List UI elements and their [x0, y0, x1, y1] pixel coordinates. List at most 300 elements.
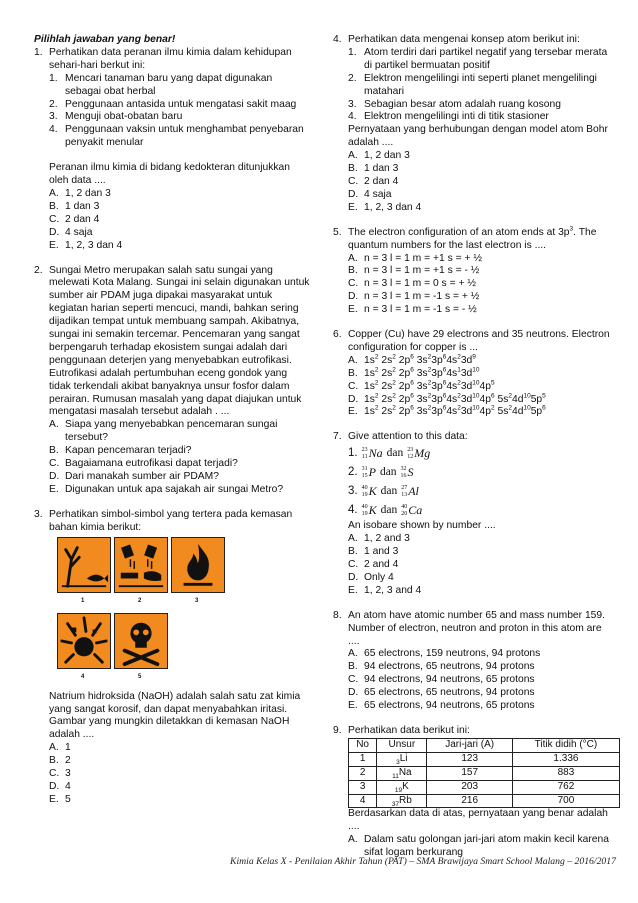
orbital-exponent: 2 — [457, 405, 461, 413]
conjunction: dan — [386, 447, 404, 460]
element-data-table — [348, 738, 620, 809]
orbital: 4s — [446, 354, 458, 366]
question-1 — [34, 47, 310, 253]
answer-option — [49, 781, 310, 794]
option-letter: E. — [49, 793, 59, 805]
table-cell-boiling-point: 1.336 — [512, 752, 619, 766]
orbital: 3s — [413, 393, 428, 405]
orbital-exponent: 10 — [472, 392, 480, 400]
option-text: 94 electrons, 94 neutrons, 65 protons — [364, 674, 535, 686]
option-letter: C. — [348, 674, 359, 686]
table-cell-radius: 123 — [427, 752, 512, 766]
option-text: 2 — [65, 755, 71, 767]
nuclide-notation — [407, 447, 430, 460]
table-cell-element — [377, 780, 427, 794]
option-text: n = 3 l = 1 m = +1 s = - ½ — [364, 265, 480, 277]
nuclide-notation — [401, 504, 422, 517]
orbital: 2s — [378, 354, 393, 366]
question-prompt: Peranan ilmu kimia di bidang kedokteran ditunjukkan oleh data .... — [49, 162, 290, 187]
option-letter: A. — [49, 742, 59, 754]
question-3 — [34, 509, 310, 807]
table-cell-boiling-point: 700 — [512, 794, 619, 808]
orbital-exponent: 2 — [392, 405, 396, 413]
element-symbol: Rb — [399, 794, 412, 806]
option-text: n = 3 l = 1 m = +1 s = + ½ — [364, 252, 482, 264]
statement-item — [348, 47, 613, 73]
answer-option — [49, 445, 310, 458]
statement-number: 3. — [348, 98, 357, 110]
answer-option — [348, 278, 613, 291]
option-text: 4 saja — [364, 188, 392, 200]
orbital: 4s — [446, 406, 458, 418]
option-letter: D. — [348, 571, 359, 583]
orbital-exponent: 6 — [410, 379, 414, 387]
isotope-pair — [348, 501, 613, 520]
orbital: 2s — [378, 406, 393, 418]
element-symbol: Li — [399, 752, 408, 764]
table-row — [349, 752, 620, 766]
nuclide-notation — [362, 447, 383, 460]
mass-number: 32 — [400, 466, 407, 473]
statement-item — [49, 111, 310, 124]
option-letter: A. — [348, 150, 358, 162]
statement-text: Sebagian besar atom adalah ruang kosong — [364, 98, 561, 110]
option-text: 1, 2, 3 dan 4 — [364, 201, 422, 213]
statement-number: 3. — [49, 111, 58, 123]
orbital-exponent: 6 — [410, 405, 414, 413]
option-text — [364, 381, 495, 392]
option-letter: C. — [348, 175, 359, 187]
orbital-exponent: 6 — [442, 405, 447, 413]
answer-option — [49, 227, 310, 240]
orbital: 3p — [431, 354, 443, 366]
question-prompt: An isobare shown by number .... — [348, 520, 496, 532]
answer-option — [49, 484, 310, 497]
option-letter: B. — [348, 367, 358, 379]
orbital: 3d — [460, 380, 473, 392]
option-letter: B. — [49, 200, 59, 212]
option-letter: E. — [49, 483, 59, 495]
orbital-exponent: 2 — [508, 405, 512, 413]
element-symbol: Al — [408, 484, 419, 499]
element-symbol: S — [407, 465, 414, 480]
pair-number: 4. — [348, 504, 358, 517]
option-text: Dalam satu golongan jari-jari atom makin kecil karena sifat logam berkurang — [364, 834, 609, 859]
table-cell-element — [377, 794, 427, 808]
orbital-exponent: 2 — [374, 366, 379, 374]
atomic-number: 11 — [392, 772, 399, 780]
option-letter: D. — [348, 393, 359, 405]
option-text: Digunakan untuk apa sajakah air sungai Metro? — [65, 483, 284, 495]
orbital-exponent: 2 — [374, 405, 379, 413]
orbital: 3s — [413, 380, 428, 392]
orbital: 4s — [446, 367, 458, 379]
question-prompt: Berdasarkan data di atas, pernyataan yang benar adalah .... — [348, 808, 608, 833]
nuclide-notation — [401, 485, 419, 498]
orbital-exponent: 2 — [491, 405, 495, 413]
orbital-exponent: 6 — [442, 392, 447, 400]
mass-number: 27 — [401, 485, 408, 492]
page-footer: Kimia Kelas X - Penilaian Akhir Tahun (PAT) – SMA Brawijaya Smart School Malang – 2016/2017 — [230, 856, 616, 867]
question-stem: Sungai Metro merupakan salah satu sungai yang melewati Kota Malang. Sungai ini selain digunakan untuk sumber air PDAM juga dipakai masyarakat untuk kegiatan harian seperti mencuci, mandi, bahkan sering dijadikan tempat untuk membuang sampah. Akibatnya, sungai ini semakin tercemar. Pencemaran yang sangat berpengaruh terhadap ekosistem sungai adalah dari penggunaan deterjen yang menyebabkan eutrofikasi. Eutrofikasi adalah pertumbuhan eceng gondok yang tidak terkendali akibat banyaknya unsur fosfor dalam perairan. Rumusan masalah yang dapat diajukan untuk mengatasi masalah tersebut adalah . ... — [49, 264, 310, 418]
nuclide-notation — [362, 504, 377, 517]
option-letter: B. — [348, 661, 358, 673]
answer-option — [348, 546, 613, 559]
atomic-number: 19 — [361, 510, 368, 517]
answer-option — [348, 674, 613, 687]
orbital: 2p — [395, 406, 411, 418]
answer-option — [49, 240, 310, 253]
answer-option — [348, 394, 613, 407]
isotope-pair — [348, 482, 613, 501]
orbital-exponent: 2 — [392, 366, 396, 374]
option-text: Only 4 — [364, 571, 394, 583]
answer-option — [49, 742, 310, 755]
mass-number: 23 — [407, 447, 414, 454]
answer-option — [49, 419, 310, 445]
nuclide-notation — [362, 485, 377, 498]
orbital: 4d — [512, 393, 524, 405]
pair-number: 3. — [348, 485, 358, 498]
orbital: 2s — [378, 393, 393, 405]
answer-option — [348, 355, 613, 368]
option-text: Dari manakah sumber air PDAM? — [65, 471, 219, 482]
table-cell-boiling-point: 883 — [512, 766, 619, 780]
option-letter: E. — [49, 239, 59, 251]
orbital-exponent: 6 — [410, 392, 414, 400]
nuclide-numbers — [362, 447, 368, 460]
answer-option — [348, 265, 613, 278]
option-text: 1, 2, 3 and 4 — [364, 584, 422, 596]
option-text: Bagaiamana eutrofikasi dapat terjadi? — [65, 458, 238, 470]
option-letter: D. — [348, 188, 359, 200]
statement-text: Elektron mengelilingi inti di titik stasioner — [364, 111, 549, 123]
orbital: 3p — [431, 367, 443, 379]
atomic-number: 15 — [361, 472, 368, 479]
orbital: 4p — [479, 380, 491, 392]
option-letter: D. — [49, 226, 60, 238]
statement-text: Menguji obat-obatan baru — [65, 111, 183, 123]
statement-number: 2. — [348, 72, 357, 84]
option-letter: E. — [348, 304, 358, 316]
option-text: n = 3 l = 1 m = -1 s = + ½ — [364, 291, 480, 303]
pair-number: 2. — [348, 466, 358, 479]
option-text: 65 electrons, 65 neutrons, 94 protons — [364, 687, 535, 699]
option-text — [364, 394, 546, 405]
orbital: 3p — [431, 406, 443, 418]
option-letter: A. — [348, 252, 358, 264]
orbital-exponent: 10 — [523, 392, 531, 400]
table-cell-boiling-point: 762 — [512, 780, 619, 794]
pair-number: 1. — [348, 447, 358, 460]
table-cell-no: 3 — [349, 780, 377, 794]
orbital-exponent: 2 — [374, 353, 379, 361]
mass-number: 40 — [361, 485, 368, 492]
option-letter: C. — [348, 559, 359, 570]
option-letter: C. — [49, 768, 60, 780]
answer-option — [348, 163, 613, 176]
orbital-exponent: 6 — [442, 366, 447, 374]
option-text: 1, 2 dan 3 — [65, 187, 111, 199]
statement-number: 1. — [348, 46, 357, 58]
nuclide-notation — [401, 466, 414, 479]
question-stem: Perhatikan simbol-simbol yang tertera pada kemasan bahan kimia berikut: — [49, 508, 293, 533]
explosive-hazard-icon — [57, 613, 111, 669]
element-symbol: Na — [398, 766, 412, 778]
orbital: 1s — [364, 393, 375, 405]
orbital-exponent: 2 — [457, 379, 461, 387]
question-stem: Give attention to this data: — [348, 431, 468, 443]
statement-item — [348, 99, 613, 112]
option-letter: A. — [348, 533, 358, 545]
orbital-exponent: 10 — [472, 405, 480, 413]
orbital: 2s — [378, 380, 393, 392]
orbital: 1s — [364, 367, 375, 379]
hazard-symbols — [57, 537, 227, 767]
option-text — [364, 368, 480, 379]
option-text: 1, 2 and 3 — [364, 533, 410, 545]
nuclide-numbers — [362, 504, 368, 517]
option-text: 5 — [65, 793, 71, 805]
orbital-exponent: 2 — [508, 392, 512, 400]
option-text: Siapa yang menyebabkan pencemaran sungai tersebut? — [65, 419, 278, 444]
orbital-exponent: 2 — [427, 353, 432, 361]
statement-text: Atom terdiri dari partikel negatif yang tersebar merata di partikel bermuatan positif — [364, 46, 608, 71]
orbital-exponent: 10 — [472, 366, 480, 374]
orbital: 3d — [460, 354, 473, 366]
element-symbol: K — [368, 484, 377, 499]
answer-option — [348, 368, 613, 381]
answer-option — [348, 253, 613, 266]
orbital-exponent: 6 — [442, 379, 447, 387]
orbital-exponent: 9 — [472, 353, 476, 361]
orbital-exponent: 6 — [542, 405, 546, 413]
statement-item — [49, 124, 310, 150]
table-header: Jari-jari (A) — [427, 738, 512, 752]
answer-option — [348, 291, 613, 304]
option-text: 1, 2 dan 3 — [364, 150, 410, 162]
table-header: Unsur — [377, 738, 427, 752]
answer-option — [49, 768, 310, 781]
orbital-exponent: 2 — [392, 379, 396, 387]
table-cell-radius: 203 — [427, 780, 512, 794]
instruction-heading: Pilihlah jawaban yang benar! — [34, 34, 176, 45]
answer-option — [348, 559, 613, 572]
orbital: 4s — [446, 380, 458, 392]
question-8 — [333, 610, 613, 713]
option-text: n = 3 l = 1 m = 0 s = + ½ — [364, 278, 476, 290]
question-number: 2. — [34, 264, 43, 276]
hazard-label: 3 — [195, 597, 199, 604]
corrosive-hazard-icon — [114, 537, 168, 593]
question-prompt: Natrium hidroksida (NaOH) adalah salah satu zat kimia yang sangat korosif, dan dapat menyabahkan iritasi. Gambar yang mungkin diletakkan di kemasan NaOH adalah .... — [49, 690, 301, 741]
option-letter: A. — [348, 354, 358, 366]
option-letter: C. — [49, 458, 60, 470]
orbital: 3s — [413, 406, 428, 418]
answer-option — [49, 214, 310, 227]
statement-text: Elektron mengelilingi inti seperti planet mengelilingi matahari — [364, 72, 597, 97]
orbital: 4d — [512, 406, 524, 418]
option-letter: B. — [348, 163, 358, 175]
nuclide-numbers — [362, 466, 368, 479]
option-text: n = 3 l = 1 m = -1 s = - ½ — [364, 304, 477, 316]
option-text: 65 electrons, 159 neutrons, 94 protons — [364, 648, 541, 660]
nuclide-numbers — [401, 485, 407, 498]
option-letter: E. — [348, 406, 358, 418]
answer-option — [348, 189, 613, 202]
question-stem: Perhatikan data berikut ini: — [348, 724, 470, 736]
mass-number: 40 — [401, 504, 408, 511]
table-row — [349, 766, 620, 780]
element-symbol: K — [402, 780, 409, 792]
option-text — [364, 355, 476, 366]
atomic-number: 12 — [407, 453, 414, 460]
answer-option — [49, 471, 310, 484]
orbital: 3s — [413, 354, 428, 366]
atomic-number: 13 — [401, 491, 408, 498]
option-text: 1 — [65, 742, 71, 754]
mass-number: 31 — [361, 466, 368, 473]
table-cell-no: 4 — [349, 794, 377, 808]
nuclide-numbers — [401, 504, 407, 517]
answer-option — [49, 794, 310, 807]
orbital: 5p — [530, 393, 543, 405]
orbital-exponent: 10 — [472, 379, 480, 387]
orbital: 4p — [479, 393, 491, 405]
orbital: 1s — [364, 354, 375, 366]
question-2 — [34, 265, 310, 497]
option-text: 65 electrons, 94 neutrons, 65 protons — [364, 700, 535, 712]
atomic-number: 3 — [396, 758, 400, 766]
orbital: 1s — [364, 406, 375, 418]
option-letter: D. — [348, 291, 359, 303]
answer-option — [348, 406, 613, 419]
orbital-exponent: 2 — [427, 379, 432, 387]
statement-text: Penggunaan antasida untuk mengatasi sakit maag — [65, 98, 297, 110]
table-header: Titik didih (°C) — [512, 738, 619, 752]
statement-item — [49, 73, 310, 99]
table-row — [349, 794, 620, 808]
atomic-number: 11 — [361, 453, 368, 460]
statement-number: 4. — [348, 111, 357, 123]
atomic-number: 16 — [400, 472, 407, 479]
table-cell-element — [377, 752, 427, 766]
orbital-exponent: 2 — [374, 379, 379, 387]
orbital-exponent: 2 — [392, 353, 396, 361]
orbital-exponent: 6 — [491, 392, 495, 400]
conjunction: dan — [380, 485, 398, 498]
table-cell-radius: 216 — [427, 794, 512, 808]
orbital-exponent: 2 — [374, 392, 379, 400]
statement-number: 1. — [49, 72, 58, 84]
nuclide-numbers — [407, 447, 413, 460]
option-text: 2 dan 4 — [364, 175, 399, 187]
answer-option — [348, 661, 613, 674]
element-symbol: Na — [368, 446, 383, 461]
orbital: 3p — [431, 393, 443, 405]
question-6 — [333, 329, 613, 419]
conjunction: dan — [380, 504, 398, 517]
orbital-exponent: 1 — [457, 366, 461, 374]
answer-option — [348, 687, 613, 700]
orbital: 2s — [378, 367, 393, 379]
option-text: 1, 2, 3 dan 4 — [65, 239, 123, 251]
element-symbol: Ca — [408, 503, 423, 518]
orbital-exponent: 2 — [427, 405, 432, 413]
question-stem: Perhatikan data mengenai konsep atom berikut ini: — [348, 34, 580, 45]
isotope-pair — [348, 463, 613, 482]
element-symbol: K — [368, 503, 377, 518]
statement-number: 2. — [49, 98, 58, 110]
answer-option — [348, 533, 613, 546]
mass-number: 23 — [361, 447, 368, 454]
hazard-label: 2 — [138, 597, 142, 604]
option-letter: E. — [348, 584, 358, 596]
orbital: 3s — [413, 367, 428, 379]
answer-option — [348, 700, 613, 713]
answer-option — [348, 585, 613, 598]
answer-option — [49, 201, 310, 214]
answer-option — [348, 150, 613, 163]
left-column — [34, 34, 310, 807]
option-letter: D. — [49, 780, 60, 792]
flammable-hazard-icon — [171, 537, 225, 593]
option-text: 4 — [65, 780, 71, 792]
option-letter: E. — [348, 201, 358, 213]
hazard-label: 5 — [138, 673, 142, 680]
atomic-number: 37 — [391, 800, 400, 808]
table-cell-no: 1 — [349, 752, 377, 766]
statement-item — [49, 99, 310, 112]
option-letter: B. — [49, 755, 59, 767]
orbital-exponent: 2 — [427, 392, 432, 400]
table-cell-no: 2 — [349, 766, 377, 780]
orbital: 4s — [446, 393, 458, 405]
isotope-pair — [348, 444, 613, 463]
orbital-exponent: 6 — [410, 353, 414, 361]
question-5 — [333, 227, 613, 317]
statement-text: Mencari tanaman baru yang dapat digunakan sebagai obat herbal — [65, 72, 273, 97]
question-number: 4. — [333, 34, 342, 45]
option-text: 2 dan 4 — [65, 213, 100, 225]
orbital: 5s — [494, 406, 509, 418]
table-cell-radius: 157 — [427, 766, 512, 780]
answer-option — [348, 648, 613, 661]
hazard-label: 1 — [81, 597, 85, 604]
table-row — [349, 780, 620, 794]
orbital-exponent: 2 — [392, 392, 396, 400]
question-number: 8. — [333, 609, 342, 621]
question-number: 1. — [34, 46, 43, 58]
option-letter: B. — [49, 445, 59, 457]
option-letter: A. — [348, 834, 358, 846]
orbital-exponent: 2 — [457, 392, 461, 400]
option-letter: C. — [348, 380, 359, 392]
conjunction: dan — [379, 466, 397, 479]
question-number: 7. — [333, 431, 342, 443]
statement-number: 4. — [49, 124, 58, 136]
hazard-label: 4 — [81, 673, 85, 680]
answer-option — [49, 458, 310, 471]
option-text: 3 — [65, 768, 71, 780]
question-7 — [333, 431, 613, 597]
orbital-exponent: 6 — [442, 353, 447, 361]
element-symbol: Mg — [414, 446, 431, 461]
question-prompt: Pernyataan yang berhubungan dengan model atom Bohr adalah .... — [348, 124, 608, 149]
orbital-exponent: 6 — [410, 366, 414, 374]
orbital-exponent: 5 — [491, 379, 495, 387]
statement-item — [348, 73, 613, 99]
